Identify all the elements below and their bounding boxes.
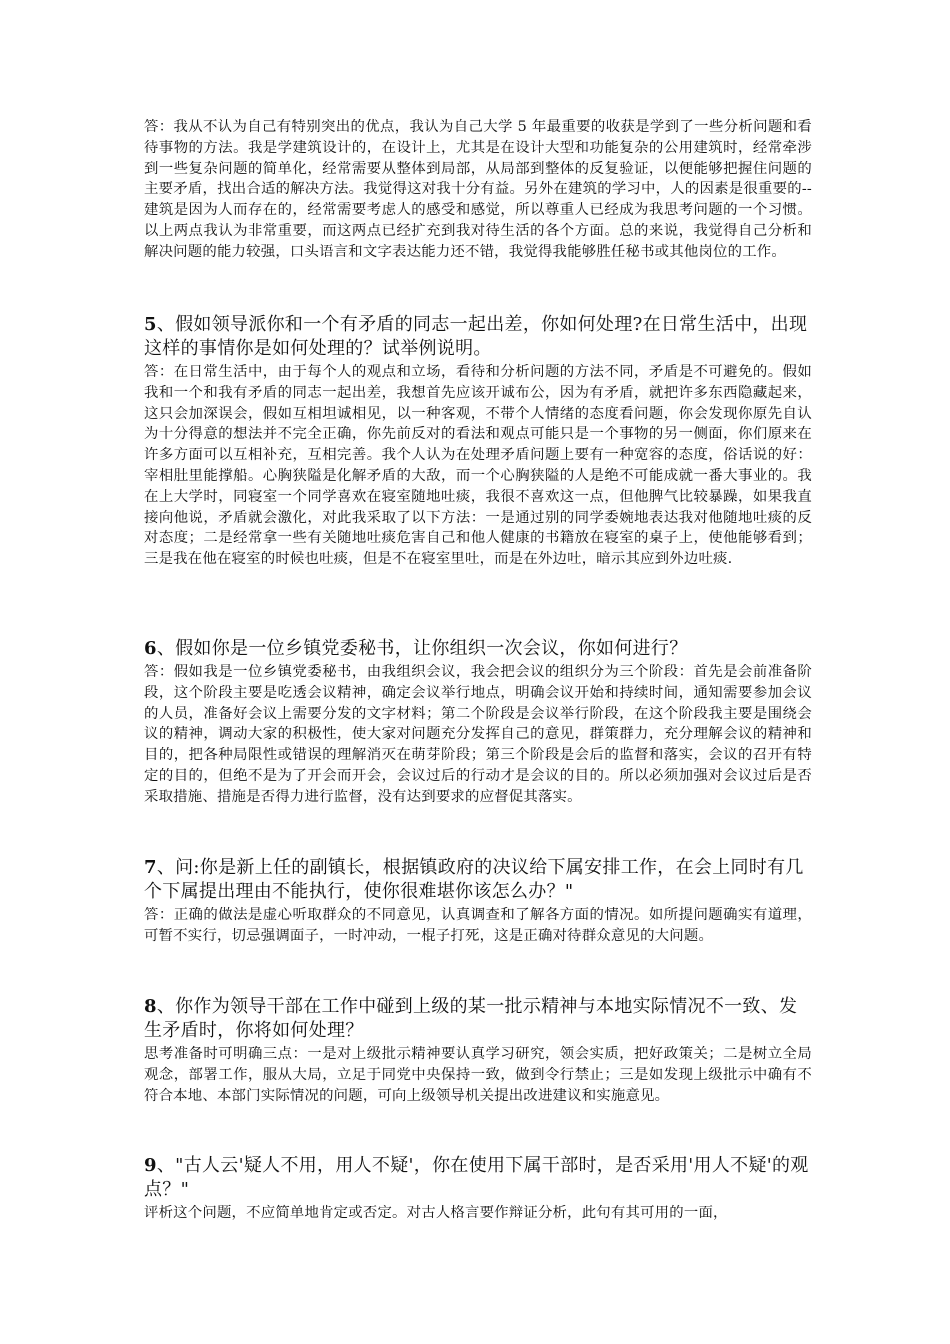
question-5-number: 5 — [144, 314, 157, 335]
question-5-text: 、假如领导派你和一个有矛盾的同志一起出差，你如何处理?在日常生活中，出现这样的事情你是如何处理的？试举例说明。 — [144, 314, 808, 359]
question-6-number: 6 — [144, 638, 157, 659]
section-8 — [144, 995, 812, 1106]
section-5 — [144, 313, 812, 570]
answer-9: 评析这个问题，不应简单地肯定或否定。对古人格言要作辩证分析，此句有其可用的一面， — [144, 1205, 728, 1221]
question-9 — [144, 1154, 812, 1202]
answer-6: 答：假如我是一位乡镇党委秘书，由我组织会议，我会把会议的组织分为三个阶段：首先是会前准备阶段，这个阶段主要是吃透会议精神，确定会议举行地点，明确会议开始和持续时间，通知需要参加会议的人员，准备好会议上需要分发的文字材料；第二个阶段是会议举行阶段，在这个阶段我主要是围绕会议的精神，调动大家的积极性，使大家对问题充分发挥自己的意见，群策群力，充分理解会议的精神和目的，把各种局限性或错误的理解消灭在萌芽阶段；第三个阶段是会后的监督和落实，会议的召开有特定的目的，但绝不是为了开会而开会，会议过后的行动才是会议的目的。所以必须加强对会议过后是否采取措施、措施是否得力进行监督，没有达到要求的应督促其落实。 — [144, 664, 812, 805]
question-7-text: 、问:你是新上任的副镇长，根据镇政府的决议给下属安排工作，在会上同时有几个下属提出理由不能执行，使你很难堪你该怎么办？" — [144, 857, 804, 902]
question-7 — [144, 856, 812, 904]
question-9-number: 9 — [144, 1155, 157, 1176]
section-9 — [144, 1154, 812, 1224]
answer-4: 答：我从不认为自己有特别突出的优点，我认为自己大学 5 年最重要的收获是学到了一些分析问题和看待事物的方法。我是学建筑设计的，在设计上，尤其是在设计大型和功能复杂的公用建筑时，经常牵涉到一些复杂问题的简单化，经常需要从整体到局部，从局部到整体的反复验证，以便能够把握住问题的主要矛盾，找出合适的解决方法。我觉得这对我十分有益。另外在建筑的学习中，人的因素是很重要的--建筑是因为人而存在的，经常需要考虑人的感受和感觉，所以尊重人已经成为我思考问题的一个习惯。以上两点我认为非常重要，而这两点已经扩充到我对待生活的各个方面。总的来说，我觉得自己分析和解决问题的能力较强，口头语言和文字表达能力还不错，我觉得我能够胜任秘书或其他岗位的工作。 — [144, 119, 812, 260]
section-6 — [144, 637, 812, 808]
section-7 — [144, 856, 812, 947]
question-8-number: 8 — [144, 996, 157, 1017]
question-6-text: 、假如你是一位乡镇党委秘书，让你组织一次会议，你如何进行？ — [156, 638, 688, 659]
question-6 — [144, 637, 812, 661]
section-4 — [144, 117, 812, 263]
question-8 — [144, 995, 812, 1043]
question-5 — [144, 313, 812, 361]
answer-5: 答：在日常生活中，由于每个人的观点和立场，看待和分析问题的方法不同，矛盾是不可避免的。假如我和一个和我有矛盾的同志一起出差，我想首先应该开诚布公，因为有矛盾，就把许多东西隐藏起来，这只会加深误会，假如互相坦诚相见，以一种客观，不带个人情绪的态度看问题，你会发现你原先自认为十分得意的想法并不完全正确，你先前反对的看法和观点可能只是一个事物的另一侧面，你们原来在许多方面可以互相补充，互相完善。我个人认为在处理矛盾问题上要有一种宽容的态度，俗话说的好：宰相肚里能撑船。心胸狭隘是化解矛盾的大敌，而一个心胸狭隘的人是绝不可能成就一番大事业的。我在上大学时，同寝室一个同学喜欢在寝室随地吐痰，我很不喜欢这一点，但他脾气比较暴躁，如果我直接向他说，矛盾就会激化，对此我采取了以下方法：一是通过别的同学委婉地表达我对他随地吐痰的反对态度；二是经常拿一些有关随地吐痰危害自己和他人健康的书籍放在寝室的桌子上，使他能够看到；三是我在他在寝室的时候也吐痰，但是不在寝室里吐，而是在外边吐，暗示其应到外边吐痰. — [144, 364, 812, 568]
question-8-text: 、你作为领导干部在工作中碰到上级的某一批示精神与本地实际情况不一致、发生矛盾时，你将如何处理？ — [144, 996, 798, 1041]
answer-7: 答：正确的做法是虚心听取群众的不同意见，认真调查和了解各方面的情况。如所提问题确实有道理，可暂不实行，切忌强调面子，一时冲动，一棍子打死，这是正确对待群众意见的大问题。 — [144, 907, 812, 944]
answer-8: 思考准备时可明确三点：一是对上级批示精神要认真学习研究，领会实质，把好政策关；二是树立全局观念，部署工作，服从大局，立足于同党中央保持一致，做到令行禁止；三是如发现上级批示中确有不符合本地、本部门实际情况的问题，可向上级领导机关提出改进建议和实施意见。 — [144, 1046, 812, 1104]
question-7-number: 7 — [144, 857, 157, 878]
question-9-text: 、"古人云'疑人不用，用人不疑'，你在使用下属干部时，是否采用'用人不疑'的观点？" — [144, 1155, 809, 1200]
